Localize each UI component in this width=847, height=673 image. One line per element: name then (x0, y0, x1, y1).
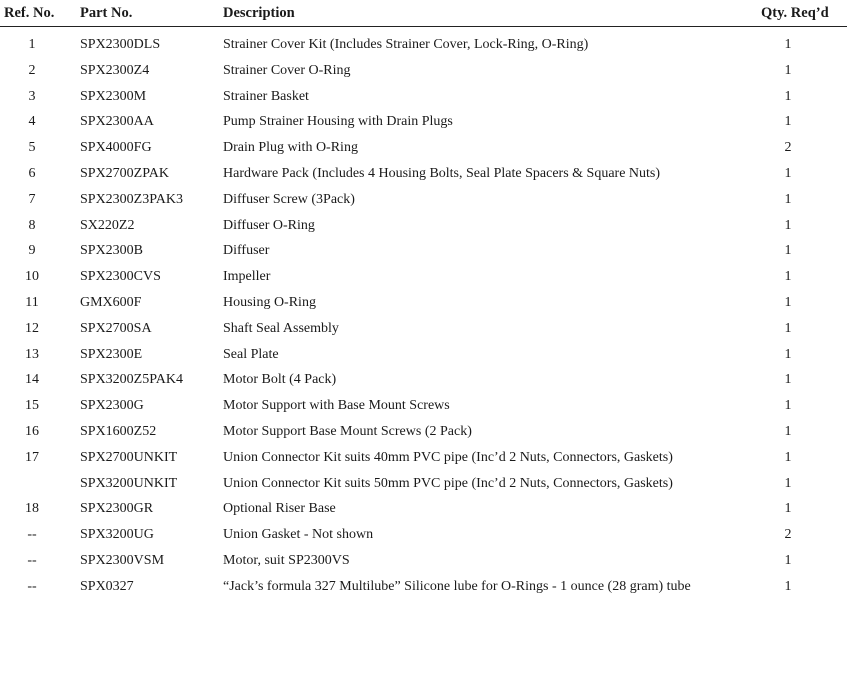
qty-cell: 1 (784, 114, 792, 130)
parts-table-body (0, 37, 847, 605)
qty-cell: 1 (784, 294, 792, 310)
part-no-cell: SPX2300CVS (80, 269, 161, 285)
qty-cell: 2 (784, 527, 792, 543)
description-cell: Optional Riser Base (223, 501, 336, 517)
qty-cell: 1 (784, 269, 792, 285)
table-row (0, 553, 847, 579)
table-row (0, 450, 847, 476)
table-row (0, 63, 847, 89)
qty-cell: 1 (784, 165, 792, 181)
part-no-cell: SPX2300AA (80, 114, 154, 130)
table-row (0, 218, 847, 244)
table-row (0, 166, 847, 192)
ref-no-cell: 11 (25, 294, 39, 310)
part-no-cell: GMX600F (80, 294, 142, 310)
part-no-cell: SPX2300M (80, 88, 147, 104)
description-cell: Drain Plug with O-Ring (223, 140, 358, 156)
table-row (0, 527, 847, 553)
table-header (0, 5, 847, 25)
table-row (0, 114, 847, 140)
part-no-cell: SPX4000FG (80, 140, 152, 156)
table-row (0, 140, 847, 166)
header-description: Description (223, 5, 295, 21)
ref-no-cell: 4 (28, 114, 36, 130)
description-cell: Union Gasket - Not shown (223, 527, 374, 543)
table-row (0, 476, 847, 502)
header-divider (0, 26, 847, 27)
part-no-cell: SPX2300G (80, 398, 144, 414)
ref-no-cell: 1 (28, 37, 36, 52)
description-cell: Hardware Pack (Includes 4 Housing Bolts, Seal Plate Spacers & Square Nuts) (223, 165, 661, 181)
description-cell: “Jack’s formula 327 Multilube” Silicone lube for O-Rings - 1 ounce (28 gram) tube (223, 578, 691, 594)
part-no-cell: SPX1600Z52 (80, 423, 157, 439)
table-row (0, 269, 847, 295)
header-qty-reqd: Qty. Req’d (761, 5, 829, 21)
part-no-cell: SPX2300Z4 (80, 62, 150, 78)
description-cell: Strainer Cover O-Ring (223, 62, 351, 78)
ref-no-cell: 12 (25, 320, 39, 336)
ref-no-cell: 8 (28, 217, 36, 233)
qty-cell: 1 (784, 398, 792, 414)
part-no-cell: SPX2300VSM (80, 552, 165, 568)
table-row (0, 192, 847, 218)
ref-no-cell: 5 (28, 140, 36, 156)
ref-no-cell: -- (27, 527, 37, 543)
qty-cell: 1 (784, 62, 792, 78)
ref-no-cell: -- (27, 552, 37, 568)
qty-cell: 1 (784, 372, 792, 388)
ref-no-cell: 2 (28, 62, 36, 78)
description-cell: Pump Strainer Housing with Drain Plugs (223, 114, 453, 130)
part-no-cell: SPX2300B (80, 243, 144, 259)
table-row (0, 501, 847, 527)
description-cell: Seal Plate (223, 346, 279, 362)
description-cell: Motor Support Base Mount Screws (2 Pack) (223, 423, 472, 439)
header-part-no: Part No. (80, 5, 133, 21)
part-no-cell: SPX2300GR (80, 501, 154, 517)
qty-cell: 1 (784, 501, 792, 517)
ref-no-cell: 15 (25, 398, 39, 414)
ref-no-cell: 3 (28, 88, 36, 104)
ref-no-cell: 10 (25, 269, 39, 285)
description-cell: Motor Bolt (4 Pack) (223, 372, 337, 388)
ref-no-cell: 13 (25, 346, 39, 362)
qty-cell: 1 (784, 475, 792, 491)
ref-no-cell: 17 (25, 449, 39, 465)
qty-cell: 1 (784, 578, 792, 594)
description-cell: Union Connector Kit suits 40mm PVC pipe (Inc’d 2 Nuts, Connectors, Gaskets) (223, 449, 673, 465)
table-row (0, 243, 847, 269)
qty-cell: 1 (784, 88, 792, 104)
ref-no-cell: 7 (28, 191, 36, 207)
header-ref-no: Ref. No. (4, 5, 55, 21)
table-row (0, 89, 847, 115)
qty-cell: 1 (784, 552, 792, 568)
part-no-cell: SPX2700UNKIT (80, 449, 178, 465)
table-row (0, 372, 847, 398)
description-cell: Shaft Seal Assembly (223, 320, 339, 336)
part-no-cell: SX220Z2 (80, 217, 135, 233)
part-no-cell: SPX2300Z3PAK3 (80, 191, 183, 207)
qty-cell: 1 (784, 346, 792, 362)
qty-cell: 1 (784, 217, 792, 233)
table-row (0, 295, 847, 321)
ref-no-cell: 14 (25, 372, 39, 388)
part-no-cell: SPX2300E (80, 346, 143, 362)
table-row (0, 347, 847, 373)
qty-cell: 1 (784, 423, 792, 439)
qty-cell: 1 (784, 191, 792, 207)
part-no-cell: SPX3200UNKIT (80, 475, 178, 491)
table-row (0, 424, 847, 450)
table-row (0, 579, 847, 605)
ref-no-cell: -- (27, 578, 37, 594)
description-cell: Diffuser Screw (3Pack) (223, 191, 355, 207)
qty-cell: 1 (784, 449, 792, 465)
ref-no-cell: 16 (25, 423, 39, 439)
part-no-cell: SPX3200UG (80, 527, 154, 543)
qty-cell: 1 (784, 320, 792, 336)
description-cell: Motor Support with Base Mount Screws (223, 398, 450, 414)
table-row (0, 321, 847, 347)
ref-no-cell: 6 (28, 165, 36, 181)
description-cell: Diffuser (223, 243, 270, 259)
part-no-cell: SPX2700ZPAK (80, 165, 169, 181)
qty-cell: 1 (784, 37, 792, 52)
description-cell: Strainer Cover Kit (Includes Strainer Cover, Lock-Ring, O-Ring) (223, 37, 589, 52)
description-cell: Union Connector Kit suits 50mm PVC pipe (Inc’d 2 Nuts, Connectors, Gaskets) (223, 475, 673, 491)
table-row (0, 398, 847, 424)
qty-cell: 1 (784, 243, 792, 259)
part-no-cell: SPX3200Z5PAK4 (80, 372, 183, 388)
description-cell: Strainer Basket (223, 88, 309, 104)
part-no-cell: SPX2700SA (80, 320, 152, 336)
part-no-cell: SPX0327 (80, 578, 134, 594)
part-no-cell: SPX2300DLS (80, 37, 161, 52)
ref-no-cell: 9 (28, 243, 36, 259)
description-cell: Impeller (223, 269, 271, 285)
description-cell: Motor, suit SP2300VS (223, 552, 350, 568)
description-cell: Diffuser O-Ring (223, 217, 315, 233)
table-row (0, 37, 847, 63)
description-cell: Housing O-Ring (223, 294, 316, 310)
qty-cell: 2 (784, 140, 792, 156)
ref-no-cell: 18 (25, 501, 39, 517)
